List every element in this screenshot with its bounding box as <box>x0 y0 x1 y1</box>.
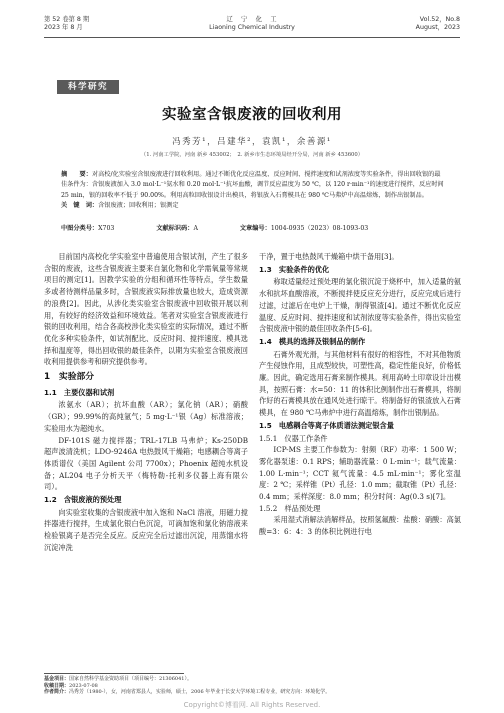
section-heading-1: 1 实验部分 <box>44 372 95 383</box>
section-heading-1-1: 1.1 主要仪器和试剂 <box>44 387 115 397</box>
header-right <box>416 16 460 32</box>
icp-paragraph: ICP-MS 主要工作参数为：射频（RF）功率：1 500 W；雾化器泵速：0.1 RPS；辅助器流量：0 L·min⁻¹；载气流量：1.00 L·min⁻¹；CCT 氦气流量：4.5 mL·min⁻¹；雾化室温度：2 ℃；采样锥（Pt）孔径：1.0 mm；截取锥（Pt）孔径：0.4 mm；采样深度：8.0 mm；积分时间：Ag(0.3 s)[7]。 <box>259 445 461 502</box>
reagents-paragraph: 浓氨水（AR）；抗坏血酸（AR）；氯化钠（AR）；硝酸（GR）；99.99%的高纯氩气；5 mg·L⁻¹银（Ag）标准溶液；实验用水为超纯水。 <box>44 400 248 433</box>
year-month-cn: 2023 年 8 月 <box>44 24 83 31</box>
article-no-label: 文章编号： <box>239 225 271 232</box>
clc-label: 中图分类号： <box>61 225 99 232</box>
left-column <box>44 251 248 554</box>
fund-label: 基金项目： <box>44 676 70 682</box>
date-en: August，2023 <box>415 24 460 31</box>
fund-text: 国家自然科学基金资助项目（项目编号：21306041）。 <box>69 676 192 682</box>
sample-paragraph: 采用湿式消解法消解样品，按照氢氟酸：盐酸：硝酸：高氯酸=3：6：4：3 的体积比例进行电 <box>259 515 461 537</box>
section-heading-1-3: 1.3 实验条件的优化 <box>259 264 330 274</box>
article-title: 实验室含银废液的回收利用 <box>162 107 342 123</box>
mold-paragraph: 石膏外观光滑，与其他材料有很好的相容性，不对其他物质产生侵蚀作用，且成型较快，可塑性高，稳定性能良好，价格低廉。因此，确定选用石膏来制作模具。利用高岭土印章设计出模具，按照石膏：水=50：11 的体积比例制作出石膏模具，将制作好的石膏模具放在通风处进行晾干。将制备好的银渣放入石膏模具，在 980 ℃马弗炉中进行高温熔炼，制作出银制品。 <box>259 349 461 418</box>
continued-paragraph: 干净，置于电热鼓风干燥箱中烘干备用[3]。 <box>259 252 399 261</box>
journal-name-en: Liaoning Chemical Industry <box>209 24 295 31</box>
received-label: 收稿日期： <box>44 682 70 689</box>
doc-code-value: A <box>193 225 198 232</box>
footnotes <box>44 676 464 696</box>
volume-issue: 第 52 卷第 8 期 <box>44 16 90 23</box>
abstract <box>61 170 446 201</box>
author-label: 作者简介： <box>44 689 70 695</box>
section-heading-1-5: 1.5 电感耦合等离子体质谱法测定银含量 <box>259 420 394 430</box>
classification-meta <box>61 223 446 232</box>
doc-code-label: 文献标识码： <box>156 225 194 232</box>
keywords-label: 关 键 词： <box>61 202 99 210</box>
section-heading-1-5-1: 1.5.1 仪器工作条件 <box>259 433 328 443</box>
right-column <box>259 251 461 538</box>
running-header <box>0 16 504 38</box>
clc-value: X703 <box>98 225 115 232</box>
copyright-watermark: Copyright©博看网. All Rights Reserved. <box>183 701 321 709</box>
section-tag: 科学研究 <box>57 80 119 94</box>
section-heading-1-2: 1.2 含银废液的预处理 <box>44 495 122 505</box>
author-list: 冯秀芳¹，吕建华²，袁凯¹，余善源¹ <box>172 137 332 147</box>
abstract-text: 对高校/化实验室含银废液进行回收利用。通过不断优化反应温度、反应时间、搅拌速度和试剂浓度等实验条件，得出回收银的最佳条件为：含银废液加入 3.0 mol·L⁻¹氨水和 0.20 mol·L⁻¹抗坏血酸，调节反应温度为 50 ℃，以 120 r·min⁻¹的速度进行搅拌，反应时间 25 min，银的回收率不低于 90.00%。利用高粒回收银设计出模具，将银放入石膏模具在 980 ℃马弗炉中高温熔炼，制作出银制品。 <box>61 171 444 199</box>
section-heading-1-5-2: 1.5.2 样品预处理 <box>259 503 321 513</box>
received-date: 2023-07-08 <box>69 682 98 689</box>
article-no-value: 1004-0935（2023）08-1093-03 <box>270 225 369 232</box>
author-note <box>44 689 464 696</box>
keywords <box>61 201 446 211</box>
header-divider <box>44 37 460 38</box>
vol-no-en: Vol.52，No.8 <box>419 16 460 23</box>
optimization-paragraph: 称取适量经过预处理的氯化银沉淀于烧杯中，加入适量的氨水和抗坏血酸溶液，不断搅拌使反应充分进行，反应完成后进行过滤，过滤后在电炉上干燥，制得银渣[4]。通过不断优化反应温度、反应时间、搅拌速度和试剂浓度等实验条件，得出实验室含银废液中银的最佳回收条件[5-6]。 <box>259 277 461 334</box>
abstract-label: 摘 要： <box>61 171 92 178</box>
intro-paragraph: 目前国内高校化学实验室中普遍使用含银试剂，产生了很多含银的废液，这些含银废液主要来自氯化物和化学需氧量等常规项目的测定[1]。因教学实验的分组和循环性等特点，学生数量多或者待测样品量多时，含银废液实际排放量也较大，造成资源的浪费[2]。因此，从涉化类实验室含银废液中回收银开展以利用，有较好的经济效益和环境效益。笔者对实验室含银废液进行银的回收利用，结合各高校涉化类实验室的实际情况，通过不断优化多种实验条件，如试剂配比、反应时间、搅拌速度、模具选择和温度等，得出回收银的最佳条件，以期为实验室含银废液回收利用提供参考和研究提供参考。 <box>44 252 248 367</box>
keywords-text: 含银废液；回收利用；银测定 <box>98 202 179 210</box>
instruments-paragraph: DF-101S 磁力搅拌器；TRL-17LB 马弗炉；Ks-250DB 超声波清洗机；LDO-9246A 电热鼓风干燥箱；电感耦合等离子体质谱仪（美国 Agilent 公司 7700x）；Phoenix 超纯水机设备；AL204 电子分析天平（梅特勒-托利多仪器上海有限公司）。 <box>44 435 248 492</box>
footnote-divider <box>44 673 184 674</box>
journal-name-cn: 辽 宁 化 工 <box>226 16 278 23</box>
abstract-block <box>61 170 446 212</box>
section-heading-1-4: 1.4 模具的选择及银制品的制作 <box>259 336 366 346</box>
pretreatment-paragraph: 向实验室收集的含银废液中加入饱和 NaCl 溶液，用磁力搅拌器进行搅拌，生成氯化银白色沉淀，可滴加饱和氯化钠溶液来检验银离子是否完全反应。反应完全后过滤出沉淀，用蒸馏水将沉淀冲洗 <box>44 507 248 552</box>
author-bio: 冯秀芳（1980-），女，河南省郑县人，实验师，硕士，2006 年毕业于长安大学环境工程专业，研究方向：环境化学。 <box>69 689 331 695</box>
affiliation: （1. 河南工学院，河南 新乡 453002； 2. 新乡市生态环境局经开分局，河南 新乡 453600） <box>140 152 364 158</box>
